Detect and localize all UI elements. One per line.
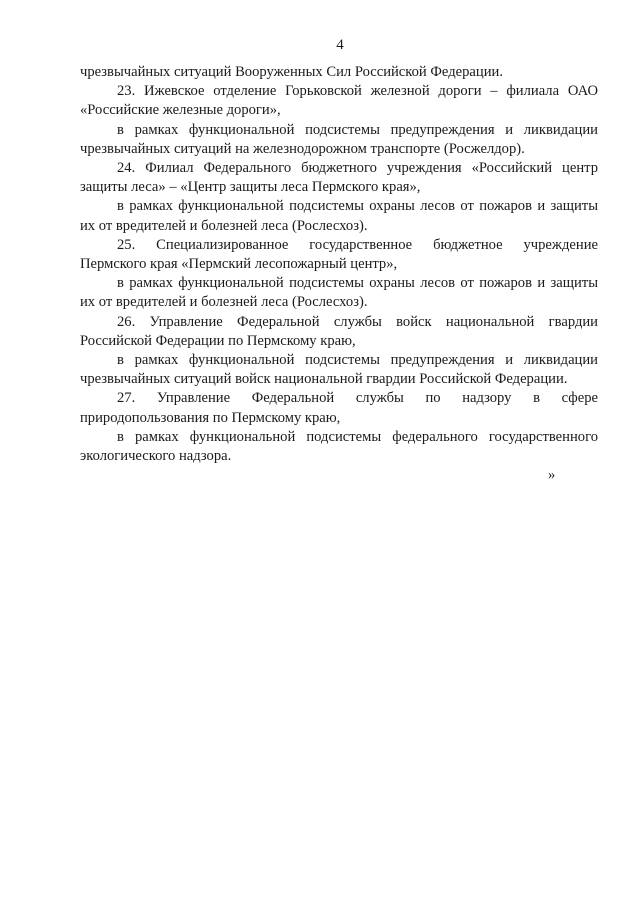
paragraph-item-27: 27. Управление Федеральной службы по надзору в сфере природопользования по Пермскому краю,: [80, 390, 598, 426]
paragraph-item-26-scope: в рамках функциональной подсистемы предупреждения и ликвидации чрезвычайных ситуаций войск национальной гвардии Российской Федерации.: [80, 352, 598, 388]
paragraph-item-26: 26. Управление Федеральной службы войск национальной гвардии Российской Федерации по Пермскому краю,: [80, 313, 598, 349]
paragraph-item-25-scope: в рамках функциональной подсистемы охраны лесов от пожаров и защиты их от вредителей и болезней леса (Рослесхоз).: [80, 275, 598, 311]
paragraph-item-25: 25. Специализированное государственное бюджетное учреждение Пермского края «Пермский лесопожарный центр»,: [80, 236, 598, 273]
paragraph-item-24: 24. Филиал Федерального бюджетного учреждения «Российский центр защиты леса» – «Центр защиты леса Пермского края»,: [80, 160, 598, 196]
paragraph-continuation: чрезвычайных ситуаций Вооруженных Сил Российской Федерации.: [80, 64, 503, 80]
paragraph-item-27-scope: в рамках функциональной подсистемы федерального государственного экологического надзора.: [80, 428, 598, 465]
paragraph-item-23-scope: в рамках функциональной подсистемы предупреждения и ликвидации чрезвычайных ситуаций на железнодорожном транспорте (Росжелдор).: [80, 121, 598, 157]
paragraph-item-24-scope: в рамках функциональной подсистемы охраны лесов от пожаров и защиты их от вредителей и болезней леса (Рослесхоз).: [80, 198, 598, 234]
paragraph-item-23: 23. Ижевское отделение Горьковской железной дороги – филиала ОАО «Российские железные дороги»,: [80, 83, 598, 119]
document-body: [80, 63, 598, 466]
page-number: 4: [336, 37, 344, 53]
closing-quote: »: [548, 467, 556, 483]
